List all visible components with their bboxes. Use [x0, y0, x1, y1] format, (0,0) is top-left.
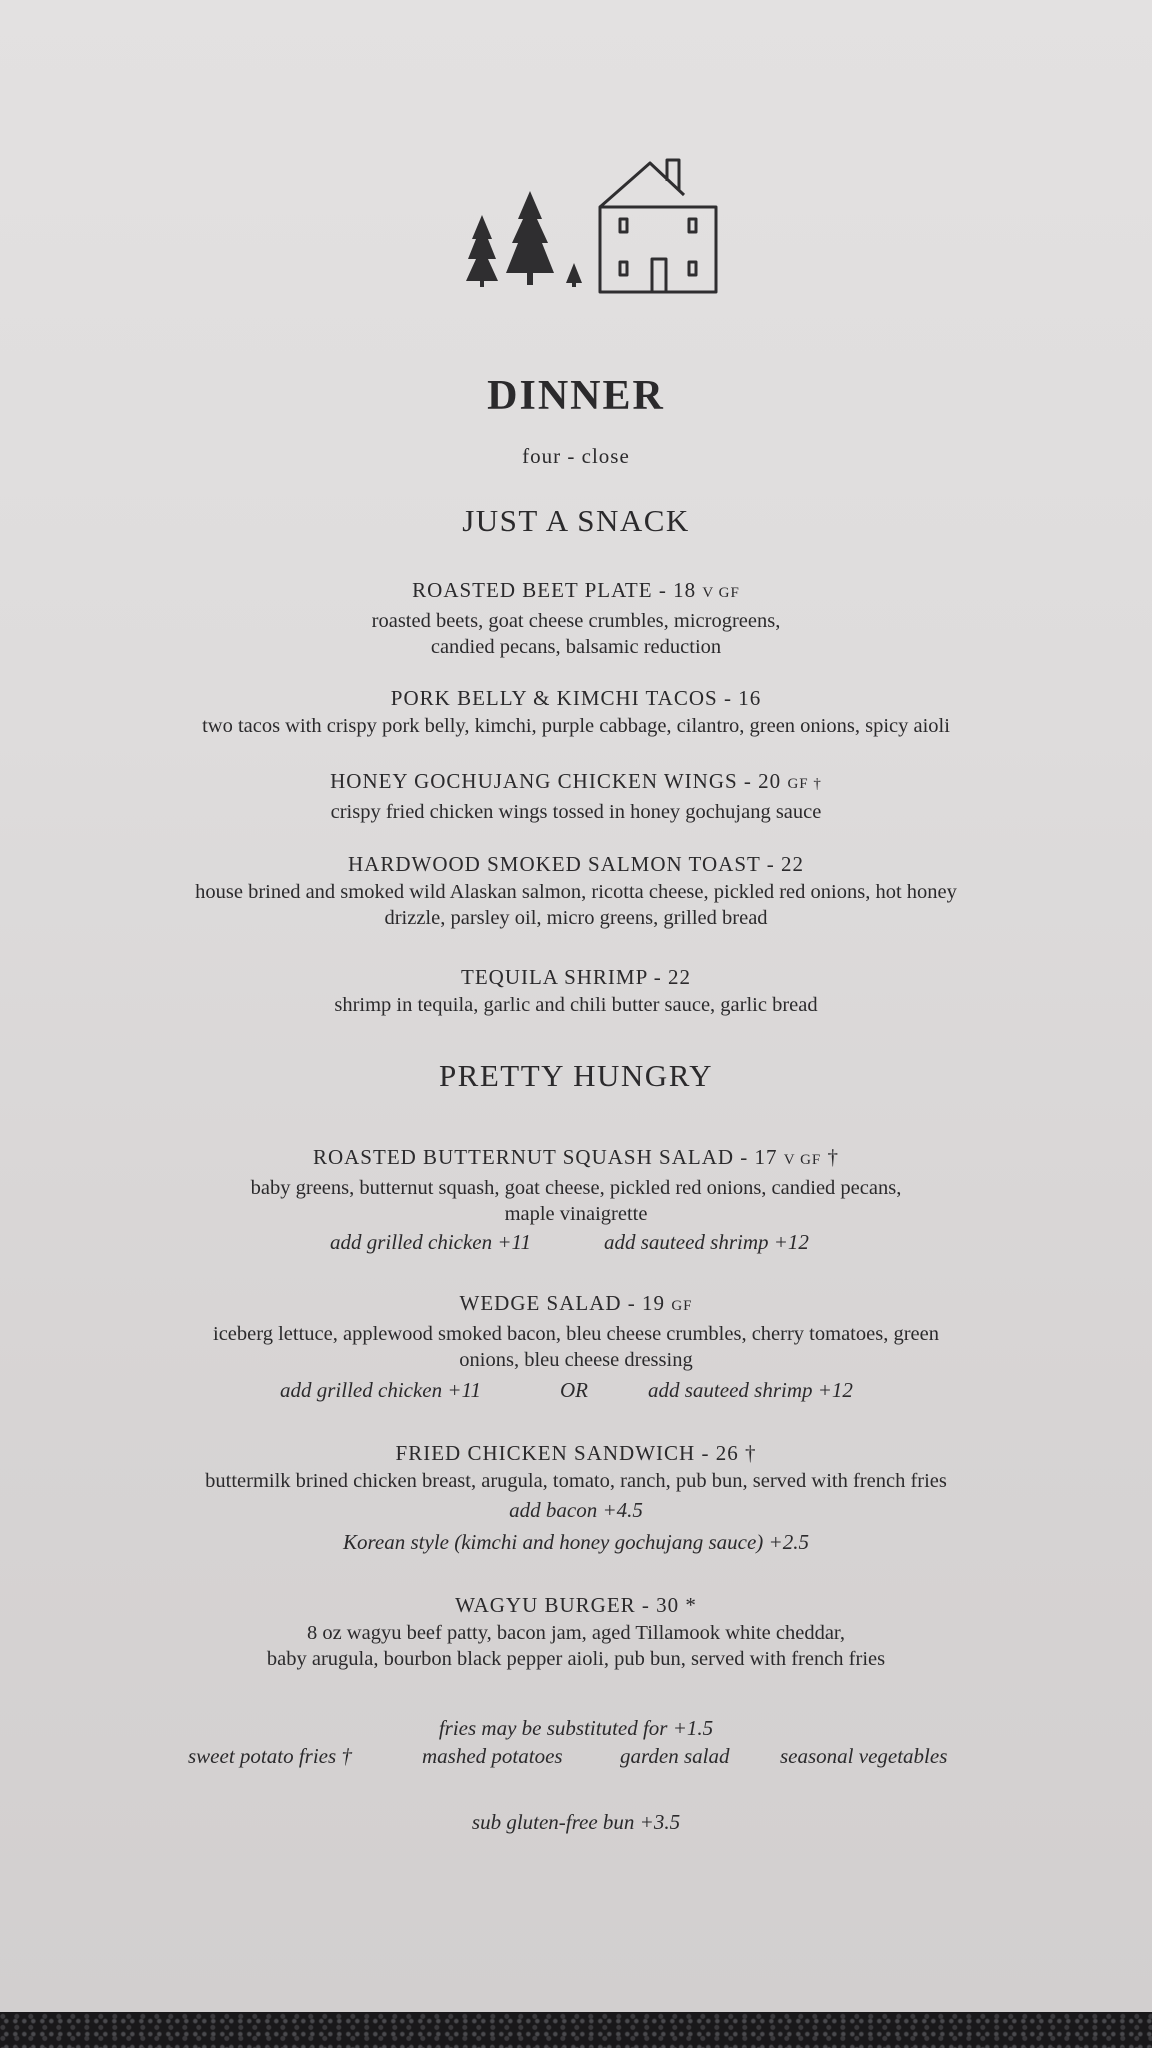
- item-description: house brined and smoked wild Alaskan salmon, ricotta cheese, pickled red onions, hot honey: [195, 881, 957, 903]
- item-name: PORK BELLY & KIMCHI TACOS - 16: [390, 686, 762, 710]
- side-option: mashed potatoes: [422, 1744, 563, 1768]
- addon-or: OR: [560, 1378, 588, 1402]
- service-hours: four - close: [522, 444, 630, 468]
- item-description: buttermilk brined chicken breast, arugula, tomato, ranch, pub bun, served with french fries: [205, 1470, 947, 1492]
- item-description: onions, bleu cheese dressing: [459, 1349, 693, 1371]
- diet-tags: GF: [671, 1298, 693, 1314]
- addon: add grilled chicken +11: [330, 1230, 531, 1254]
- diet-tags: V GF: [783, 1152, 822, 1168]
- menu-item: [0, 1590, 1152, 1672]
- menu-item: [0, 683, 1152, 739]
- menu-item: [0, 1288, 1152, 1373]
- item-description: drizzle, parsley oil, micro greens, grilled bread: [384, 907, 768, 929]
- dagger-mark: †: [827, 1145, 840, 1169]
- item-name: ROASTED BEET PLATE - 18: [412, 578, 697, 602]
- item-name: WAGYU BURGER - 30 *: [455, 1593, 697, 1617]
- menu-item: [0, 575, 1152, 660]
- addon: add sauteed shrimp +12: [648, 1378, 853, 1402]
- side-option: sweet potato fries †: [188, 1744, 352, 1768]
- item-description: candied pecans, balsamic reduction: [430, 636, 722, 658]
- item-description: baby greens, butternut squash, goat cheese, pickled red onions, candied pecans,: [250, 1177, 902, 1199]
- addon: Korean style (kimchi and honey gochujang sauce) +2.5: [343, 1530, 809, 1554]
- section-heading-snack: JUST A SNACK: [462, 503, 690, 538]
- gluten-free-bun-note: sub gluten-free bun +3.5: [471, 1810, 681, 1834]
- diet-tags: V GF: [702, 585, 740, 601]
- menu-item: [0, 962, 1152, 1018]
- side-option: garden salad: [620, 1744, 730, 1768]
- section-heading-hungry: PRETTY HUNGRY: [438, 1058, 714, 1093]
- menu-item: [0, 1438, 1152, 1558]
- item-name: FRIED CHICKEN SANDWICH - 26: [395, 1441, 739, 1465]
- item-name: TEQUILA SHRIMP - 22: [461, 965, 691, 989]
- menu-title: DINNER: [487, 373, 665, 419]
- item-name: ROASTED BUTTERNUT SQUASH SALAD - 17: [312, 1145, 778, 1169]
- pine-trees-icon: [466, 191, 582, 287]
- cabin-trees-logo: [460, 155, 730, 305]
- item-description: two tacos with crispy pork belly, kimchi, purple cabbage, cilantro, green onions, spicy aioli: [202, 715, 950, 737]
- item-description: roasted beets, goat cheese crumbles, microgreens,: [371, 610, 781, 632]
- table-surface: [0, 2012, 1152, 2048]
- menu-item: [0, 1142, 1152, 1227]
- item-description: 8 oz wagyu beef patty, bacon jam, aged Tillamook white cheddar,: [306, 1622, 846, 1644]
- diet-tags: GF †: [787, 776, 822, 792]
- addon: add grilled chicken +11: [280, 1378, 481, 1402]
- item-description: maple vinaigrette: [504, 1203, 648, 1225]
- menu-item: [0, 849, 1152, 931]
- addon: add bacon +4.5: [509, 1498, 643, 1522]
- item-name: HONEY GOCHUJANG CHICKEN WINGS - 20: [330, 769, 782, 793]
- item-name: WEDGE SALAD - 19: [459, 1291, 666, 1315]
- item-name: HARDWOOD SMOKED SALMON TOAST - 22: [348, 852, 804, 876]
- side-option: seasonal vegetables: [780, 1744, 948, 1768]
- dagger-mark: †: [744, 1441, 757, 1465]
- item-description: shrimp in tequila, garlic and chili butter sauce, garlic bread: [334, 994, 818, 1016]
- item-description: iceberg lettuce, applewood smoked bacon, bleu cheese crumbles, cherry tomatoes, green: [213, 1323, 939, 1345]
- menu-item: [0, 766, 1152, 825]
- item-description: crispy fried chicken wings tossed in honey gochujang sauce: [330, 801, 822, 823]
- sides-note: fries may be substituted for +1.5: [438, 1716, 714, 1740]
- item-description: baby arugula, bourbon black pepper aioli, pub bun, served with french fries: [266, 1648, 886, 1670]
- addon: add sauteed shrimp +12: [604, 1230, 809, 1254]
- house-icon: [600, 160, 716, 292]
